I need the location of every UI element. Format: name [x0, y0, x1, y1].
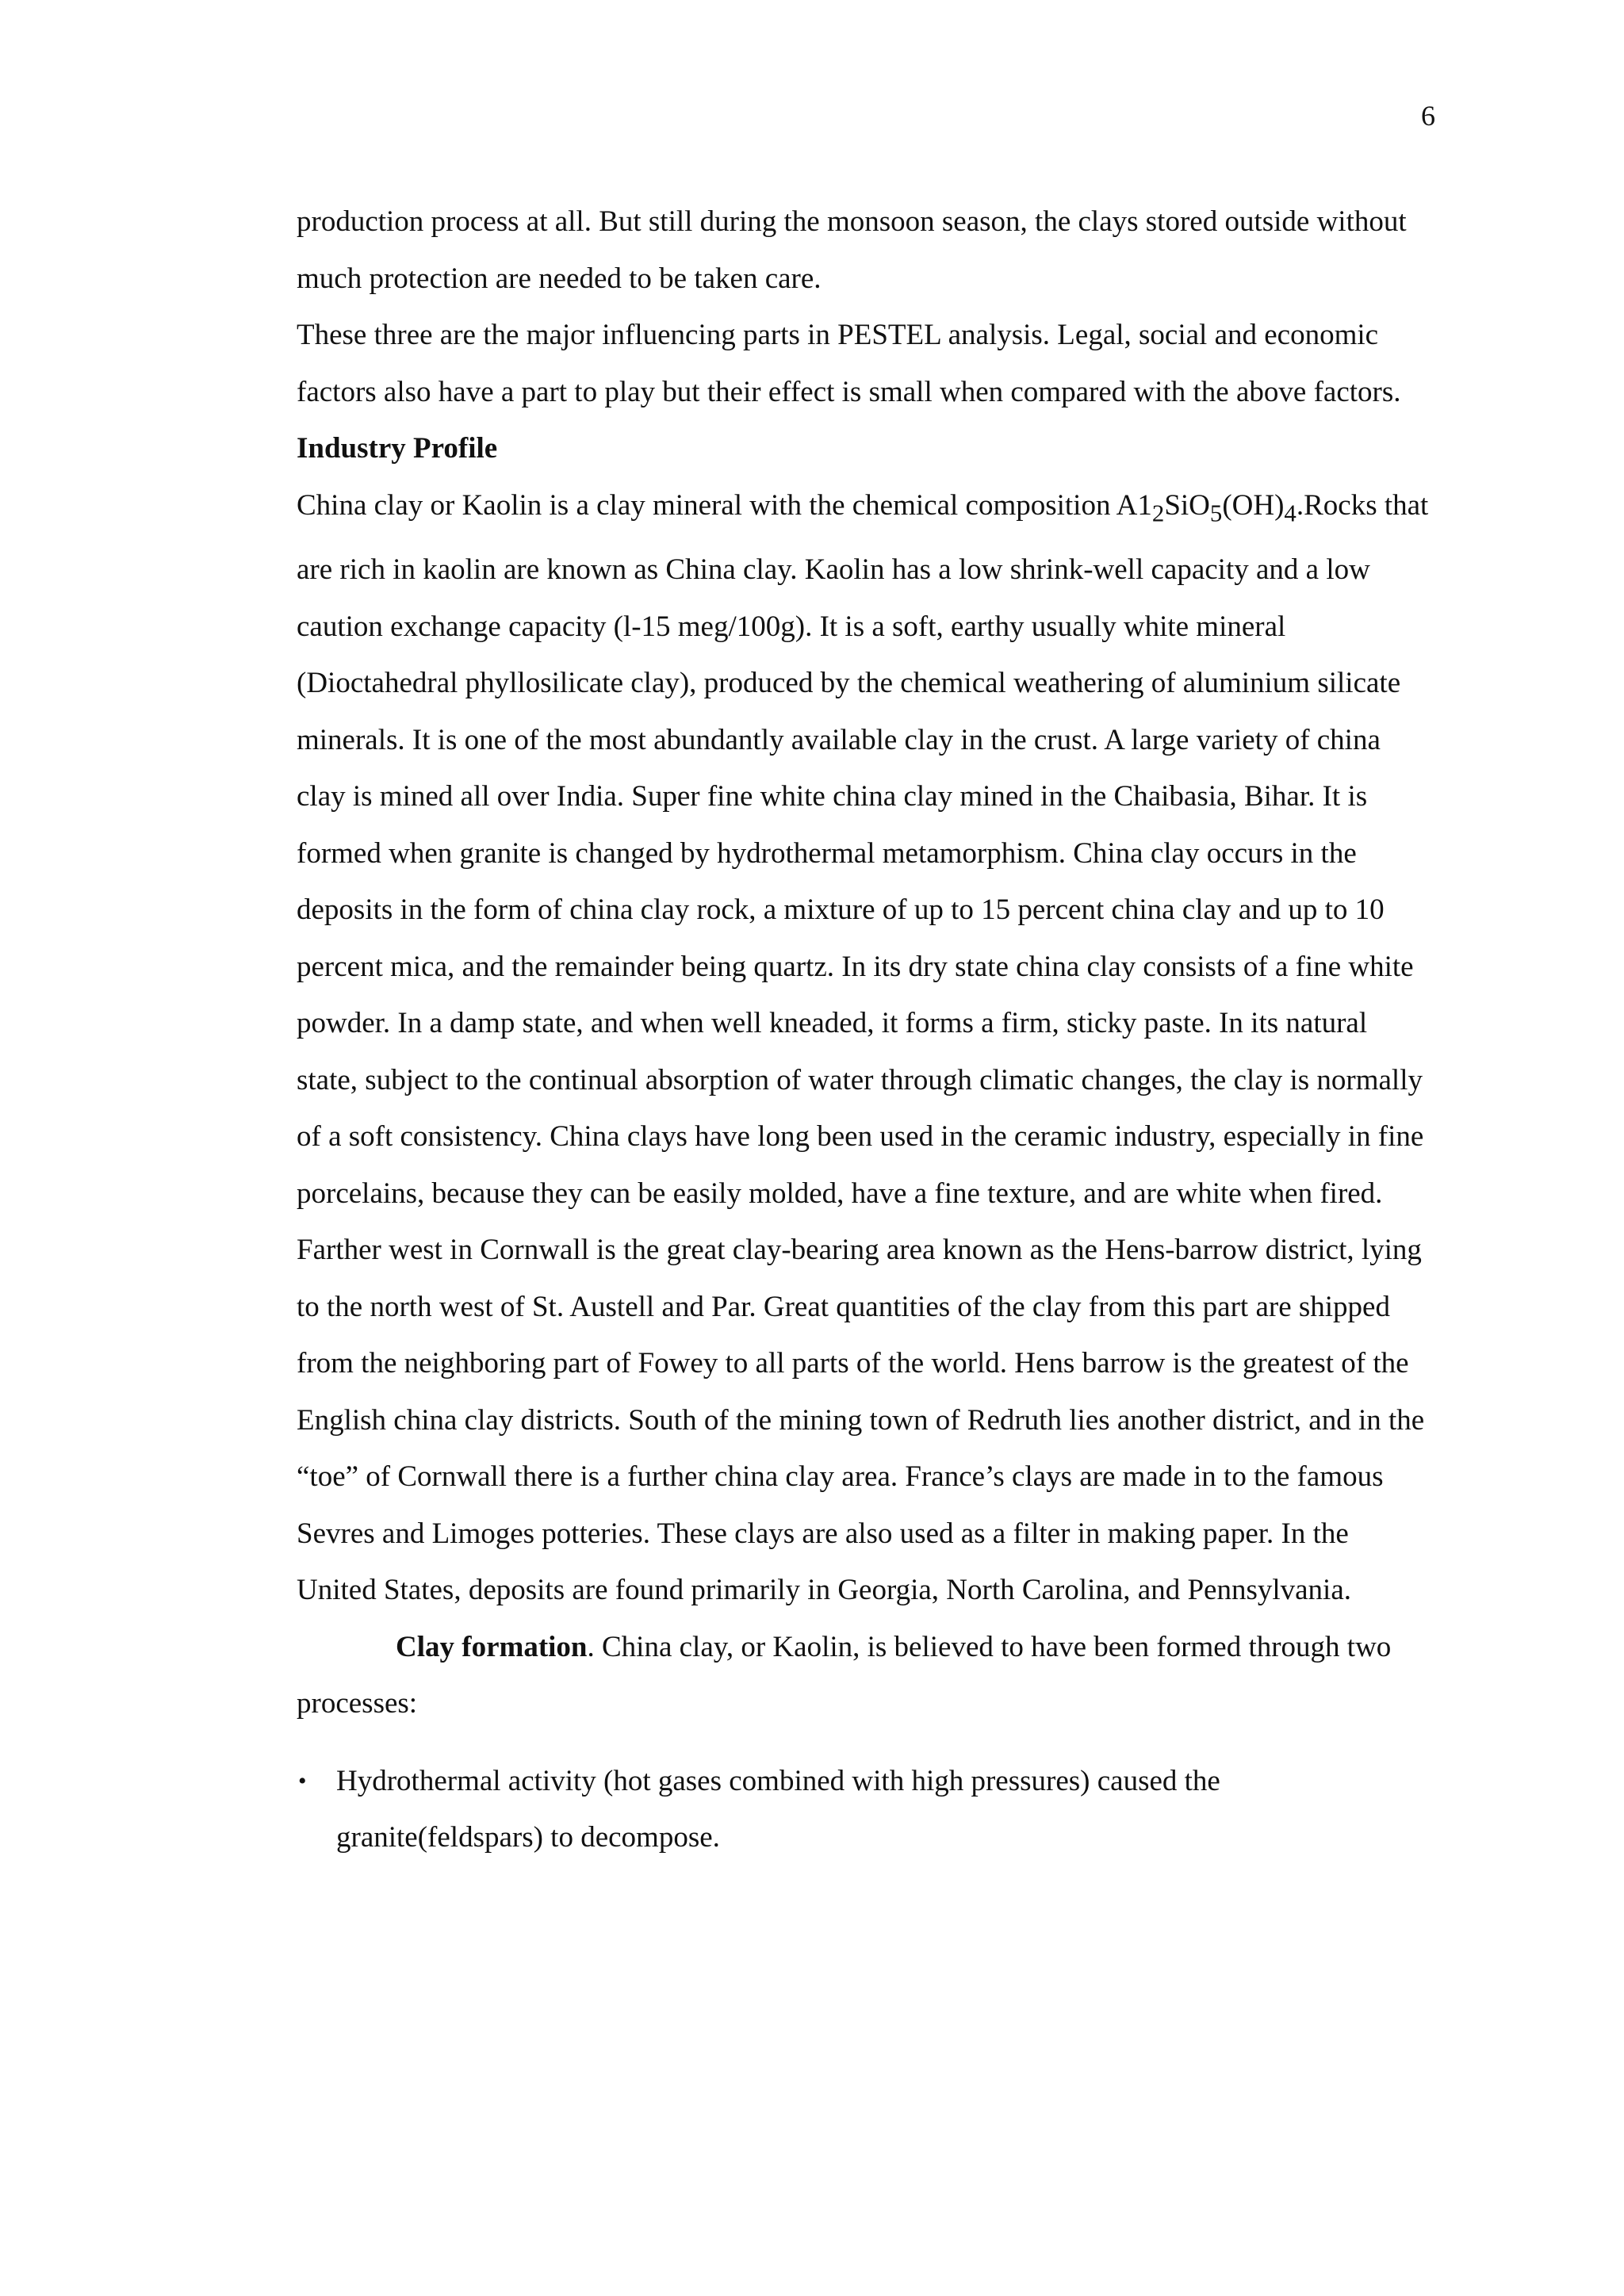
page-number: 6: [1421, 100, 1435, 132]
paragraph-production-process: production process at all. But still during the monsoon season, the clays stored outside without much protection are needed to be taken care.: [297, 205, 1407, 295]
formation-process-list: [297, 1753, 1432, 1866]
section-heading-industry-profile: Industry Profile: [297, 432, 498, 465]
document-body: [297, 193, 1432, 1866]
clay-formation-label: Clay formation: [396, 1630, 588, 1663]
china-clay-details-text: .Rocks that are rich in kaolin are known as China clay. Kaolin has a low shrink-well capacity and a low caution exchange capacity (l-15 meg/100g). It is a soft, earthy usually white mineral (Dioctahedral phyllosilicate clay), produced by the chemical weathering of aluminium silicate minerals. It is one of the most abundantly available clay in the crust. A large variety of china clay is mined all over India. Super fine white china clay mined in the Chaibasia, Bihar. It is formed when granite is changed by hydrothermal metamorphism. China clay occurs in the deposits in the form of china clay rock, a mixture of up to 15 percent china clay and up to 10 percent mica, and the remainder being quartz. In its dry state china clay consists of a fine white powder. In a damp state, and when well kneaded, it forms a firm, sticky paste. In its natural state, subject to the continual absorption of water through climatic changes, the clay is normally of a soft consistency. China clays have long been used in the ceramic industry, especially in fine porcelains, because they can be easily molded, have a fine texture, and are white when fired.: [297, 488, 1429, 1210]
clay-formation-text: . China clay, or Kaolin, is believed to have been formed through two processes:: [297, 1630, 1392, 1720]
paragraph-pestel-summary: These three are the major influencing parts in PESTEL analysis. Legal, social and economic factors also have a part to play but their effect is small when compared with the above factors.: [297, 319, 1401, 408]
paragraph-china-clay-description: [297, 477, 1432, 1223]
bullet-icon: •: [298, 1767, 307, 1794]
list-item-text: Hydrothermal activity (hot gases combined with high pressures) caused the granite(feldspars) to decompose.: [336, 1764, 1220, 1854]
chemical-formula: $A1_2SiO_5(OH)_4$: [1116, 488, 1297, 526]
china-clay-intro-text: China clay or Kaolin is a clay mineral with the chemical composition: [297, 488, 1116, 522]
paragraph-cornwall-districts: Farther west in Cornwall is the great clay-bearing area known as the Hens-barrow district, lying to the north west of St. Austell and Par. Great quantities of the clay from this part are shipped from the neighboring part of Fowey to all parts of the world. Hens barrow is the greatest of the English china clay districts. South of the mining town of Redruth lies another district, and in the “toe” of Cornwall there is a further china clay area. France’s clays are made in to the famous Sevres and Limoges potteries. These clays are also used as a filter in making paper. In the United States, deposits are found primarily in Georgia, North Carolina, and Pennsylvania.: [297, 1234, 1425, 1607]
list-item: [297, 1753, 1432, 1866]
paragraph-clay-formation: [297, 1619, 1432, 1732]
